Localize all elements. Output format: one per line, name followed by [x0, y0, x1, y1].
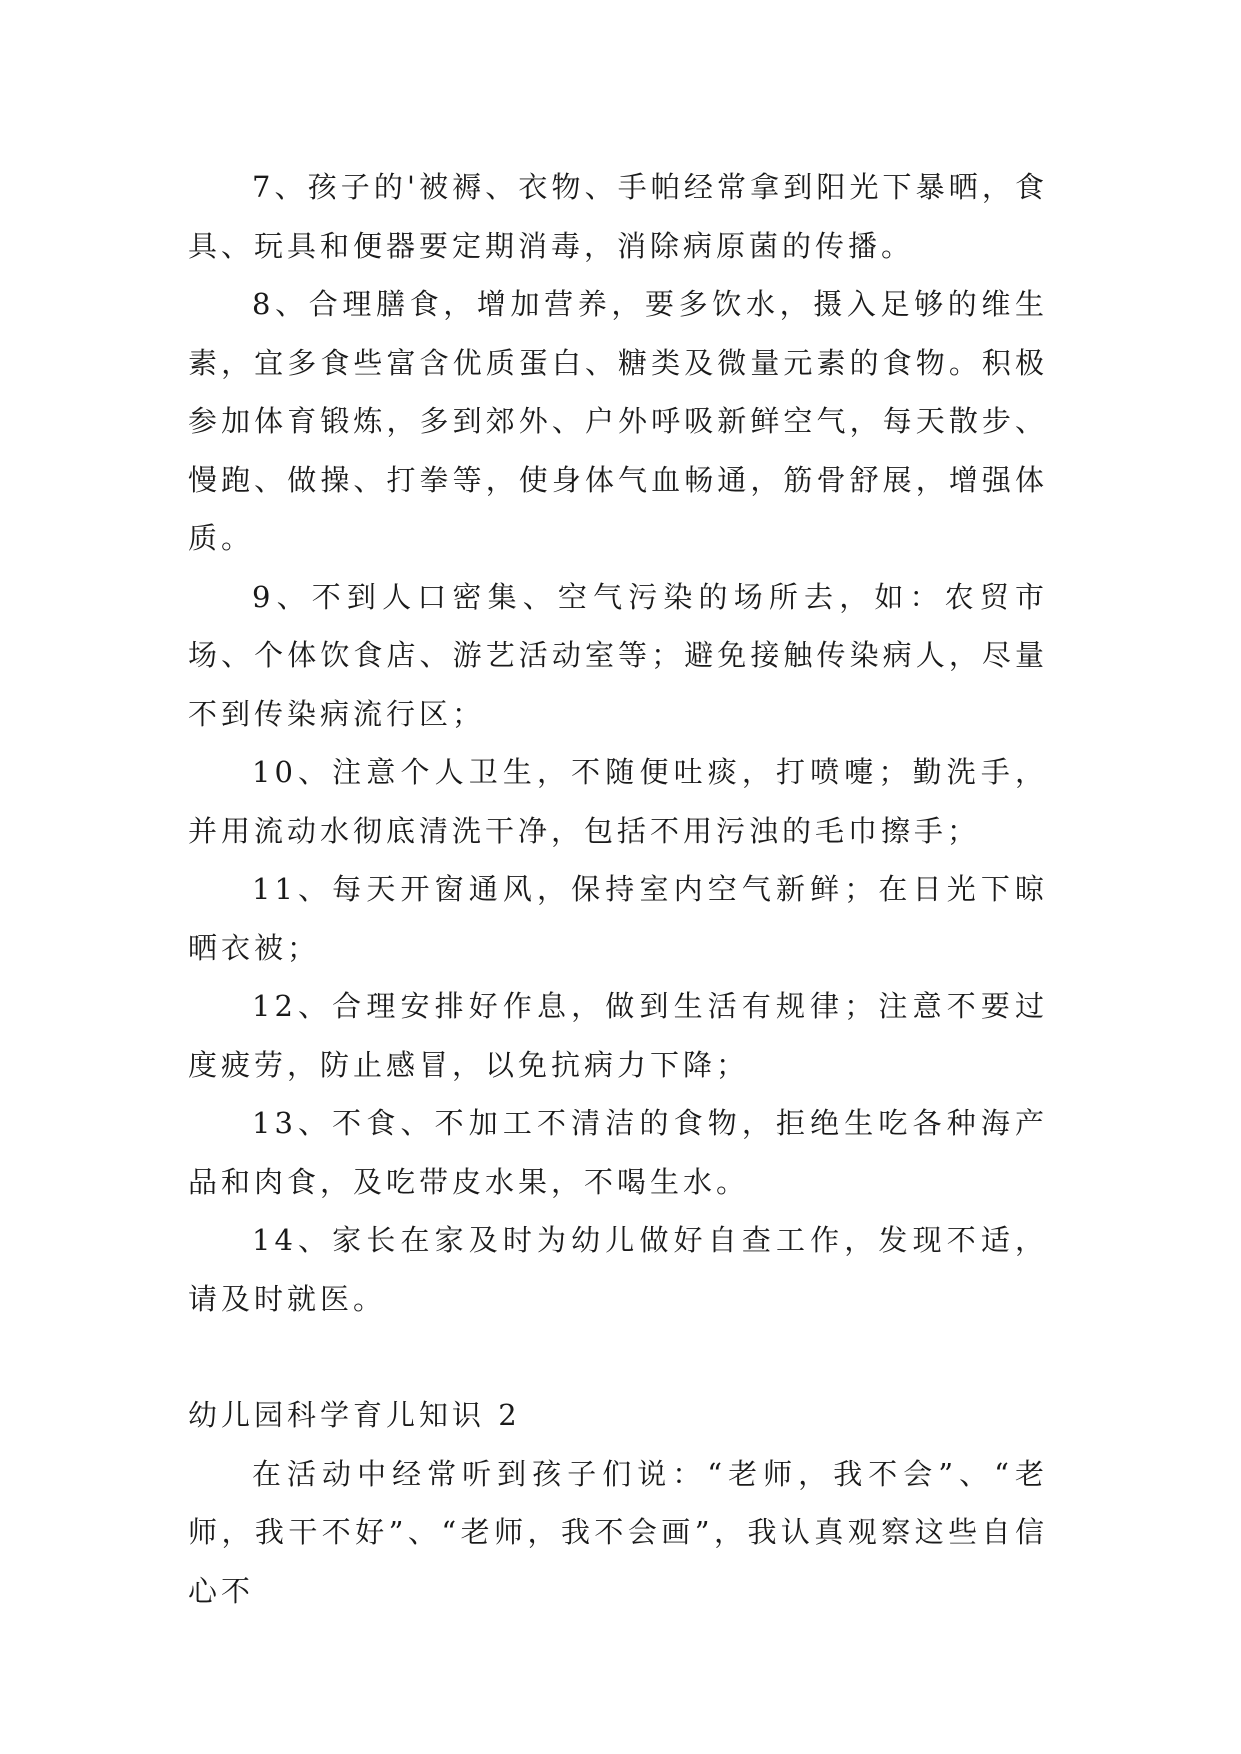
section-paragraph: 在活动中经常听到孩子们说：“老师，我不会”、“老师，我干不好”、“老师，我不会画”，我认真观察这些自信心不 [188, 1456, 1048, 1608]
section-spacer [188, 1328, 1048, 1386]
section-heading: 幼儿园科学育儿知识 2 [188, 1398, 521, 1432]
paragraph-item-11: 11、每天开窗通风，保持室内空气新鲜；在日光下晾晒衣被； [188, 872, 1048, 965]
paragraph-item-9: 9、不到人口密集、空气污染的场所去，如：农贸市场、个体饮食店、游艺活动室等；避免接触传染病人，尽量不到传染病流行区； [188, 579, 1048, 731]
document-page [188, 158, 1048, 1620]
paragraph-item-14: 14、家长在家及时为幼儿做好自查工作，发现不适，请及时就医。 [188, 1223, 1048, 1316]
paragraph-item-7: 7、孩子的'被褥、衣物、手帕经常拿到阳光下暴晒，食具、玩具和便器要定期消毒，消除病原菌的传播。 [188, 170, 1048, 263]
paragraph-item-13: 13、不食、不加工不清洁的食物，拒绝生吃各种海产品和肉食，及吃带皮水果，不喝生水。 [188, 1106, 1048, 1199]
paragraph-item-12: 12、合理安排好作息，做到生活有规律；注意不要过度疲劳，防止感冒，以免抗病力下降； [188, 989, 1048, 1082]
paragraph-item-10: 10、注意个人卫生，不随便吐痰，打喷嚏；勤洗手，并用流动水彻底清洗干净，包括不用污浊的毛巾擦手； [188, 755, 1048, 848]
paragraph-item-8: 8、合理膳食，增加营养，要多饮水，摄入足够的维生素，宜多食些富含优质蛋白、糖类及微量元素的食物。积极参加体育锻炼，多到郊外、户外呼吸新鲜空气，每天散步、慢跑、做操、打拳等，使身体气血畅通，筋骨舒展，增强体质。 [188, 287, 1048, 555]
